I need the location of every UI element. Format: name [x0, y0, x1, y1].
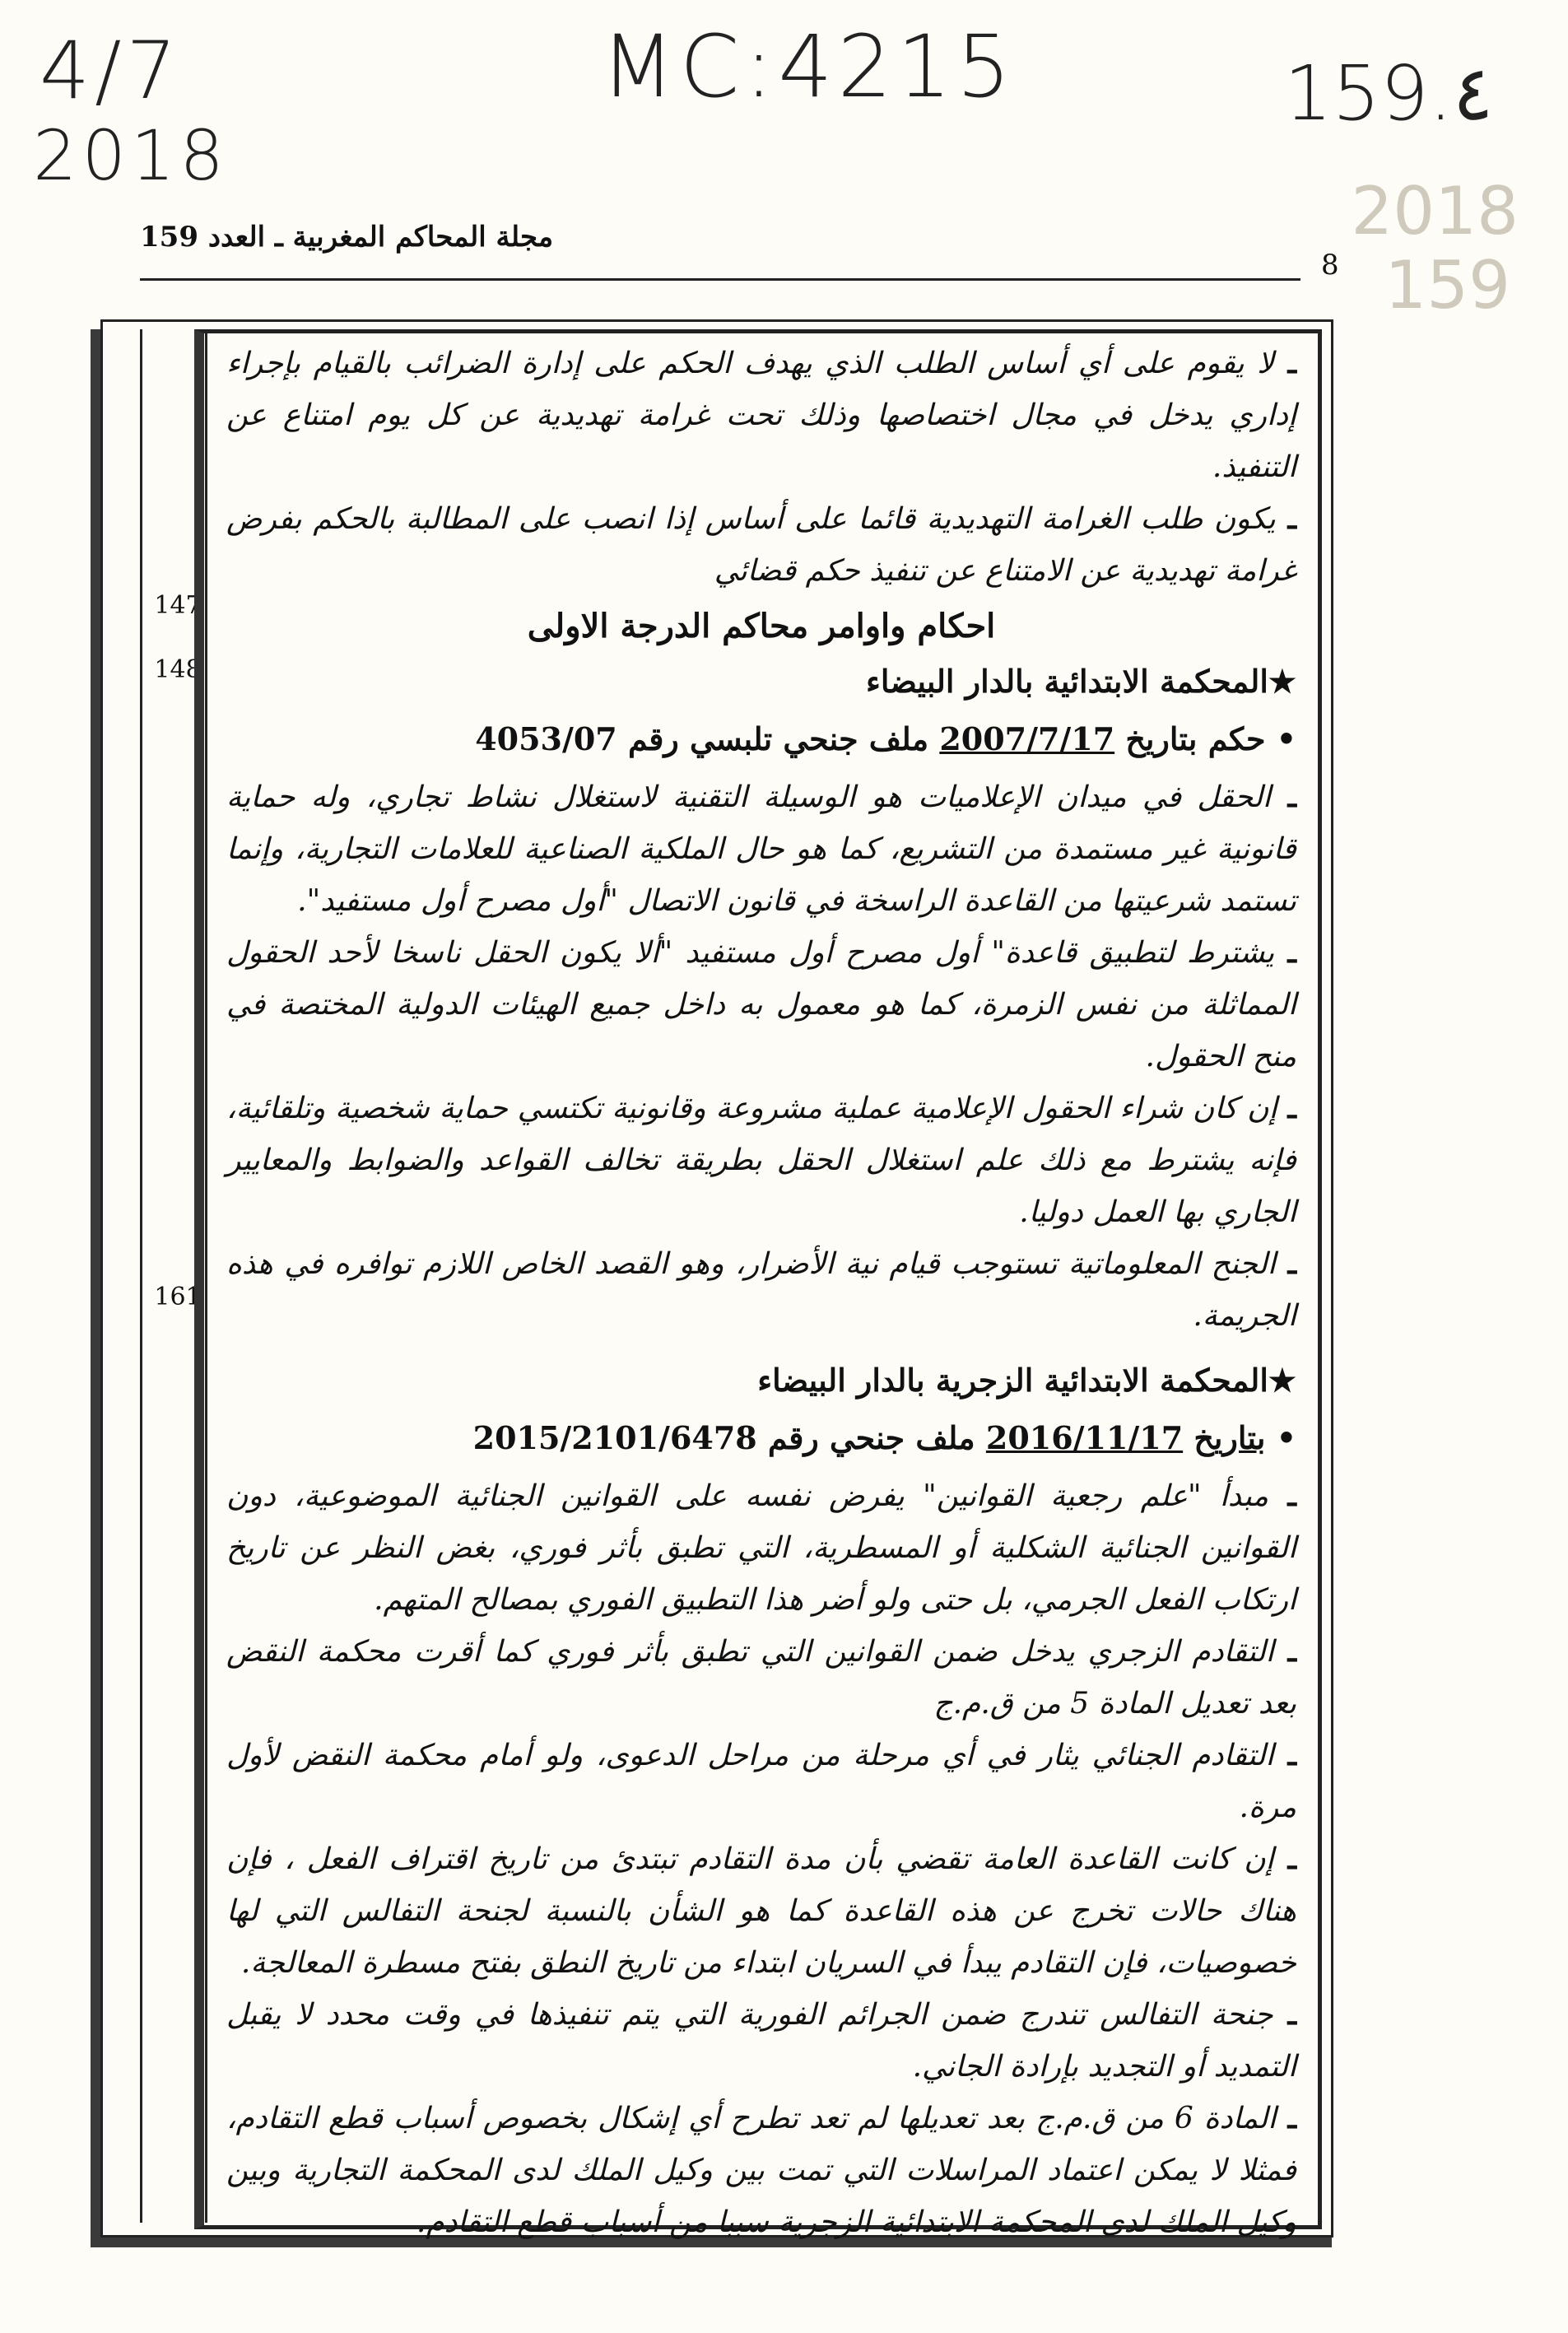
- journal-title: مجلة المحاكم المغربية ـ العدد 159: [140, 221, 554, 254]
- margin-number: 161: [154, 1283, 202, 1311]
- margin-number: 148: [154, 655, 202, 684]
- ruling-heading: • حكم بتاريخ 2007/7/17 ملف جنحي تلبسي رقم 4053/07: [475, 720, 1296, 757]
- paragraph: ـ الجنح المعلوماتية تستوجب قيام نية الأضرار، وهو القصد الخاص اللازم توافره في هذه الجريمة.: [226, 1246, 1296, 1333]
- bleed-through-text-b: 159: [1384, 247, 1510, 324]
- paragraph: ـ إن كان شراء الحقول الإعلامية عملية مشروعة وقانونية تكتسي حماية شخصية وتلقائية، فإنه يشترط مع ذلك علم استغلال الحقل بطريقة تخالف القواعد والضوابط والمعايير الجاري بها العمل دوليا.: [226, 1091, 1296, 1229]
- handwritten-year: 2018: [33, 115, 229, 196]
- paragraph: ـ التقادم الزجري يدخل ضمن القوانين التي تطبق بأثر فوري كما أقرت محكمة النقض بعد تعديل المادة 5 من ق.م.ج: [226, 1634, 1296, 1721]
- paragraph: ـ إن كانت القاعدة العامة تقضي بأن مدة التقادم تبتدئ من تاريخ اقتراف الفعل ، فإن هناك حالات تخرج عن هذه القاعدة كما هو الشأن بالنسبة لجنحة التفالس التي لها خصوصيات، فإن التقادم يبدأ في السريان ابتداء من تاريخ النطق بفتح مسطرة المعالجة.: [226, 1842, 1296, 1980]
- paragraph: ـ مبدأ "علم رجعية القوانين" يفرض نفسه على القوانين الجنائية الموضوعية، دون القوانين الجنائية الشكلية أو المسطرية، التي تطبق بأثر فوري، بغض النظر عن تاريخ ارتكاب الفعل الجرمي، بل حتى ولو أضر هذا التطبيق الفوري بمصالح المتهم.: [226, 1478, 1296, 1617]
- paragraph: ـ لا يقوم على أي أساس الطلب الذي يهدف الحكم على إدارة الضرائب بالقيام بإجراء إداري يدخل في مجال اختصاصها وذلك تحت غرامة تهديدية عن كل يوم امتناع عن التنفيذ.: [226, 346, 1296, 484]
- bleed-through-text-a: 2018: [1351, 173, 1519, 249]
- court-heading: ★المحكمة الابتدائية بالدار البيضاء: [866, 663, 1296, 700]
- paragraph: ـ جنحة التفالس تندرج ضمن الجرائم الفورية التي يتم تنفيذها في وقت محدد لا يقبل التمديد أو التجديد بإرادة الجاني.: [226, 1997, 1296, 2084]
- paragraph: ـ الحقل في ميدان الإعلاميات هو الوسيلة التقنية لاستغلال نشاط تجاري، وله حماية قانونية غير مستمدة من التشريع، كما هو حال الملكية الصناعية للعلامات التجارية، وإنما تستمد شرعيتها من القاعدة الراسخة في قانون الاتصال "أول مصرح أول مستفيد".: [226, 780, 1296, 918]
- paragraph: ـ التقادم الجنائي يثار في أي مرحلة من مراحل الدعوى، ولو أمام محكمة النقض لأول مرة.: [226, 1738, 1296, 1824]
- handwritten-note-top-left: 4/7: [40, 25, 182, 117]
- ruling-heading: • بتاريخ 2016/11/17 ملف جنحي رقم 2015/2101/6478: [472, 1419, 1296, 1456]
- paragraph: ـ يكون طلب الغرامة التهديدية قائما على أساس إذا انصب على المطالبة بالحكم بفرض غرامة تهديدية عن الامتناع عن تنفيذ حكم قضائي: [226, 501, 1296, 588]
- paragraph: ـ يشترط لتطبيق قاعدة" أول مصرح أول مستفيد "ألا يكون الحقل ناسخا لأحد الحقول المماثلة من نفس الزمرة، كما هو معمول به داخل جميع الهيئات الدولية المختصة في منح الحقول.: [226, 935, 1296, 1073]
- page-number: 8: [1321, 249, 1339, 282]
- handwritten-issue-number: 159.٤: [1284, 49, 1494, 137]
- page-content: [226, 338, 1296, 2248]
- section-title: احكام واوامر محاكم الدرجة الاولى: [527, 607, 996, 645]
- margin-number: 147: [154, 591, 202, 620]
- court-heading: ★المحكمة الابتدائية الزجرية بالدار البيضاء: [757, 1362, 1296, 1399]
- handwritten-reference: MC:4215: [601, 16, 1017, 117]
- paragraph: ـ المادة 6 من ق.م.ج بعد تعديلها لم تعد تطرح أي إشكال بخصوص أسباب قطع التقادم، فمثلا لا يمكن اعتماد المراسلات التي تمت بين وكيل الملك لدى المحكمة التجارية وبين وكيل الملك لدى المحكمة الابتدائية الزجرية سببا من أسباب قطع التقادم.: [226, 2101, 1296, 2239]
- running-header: [140, 221, 1300, 281]
